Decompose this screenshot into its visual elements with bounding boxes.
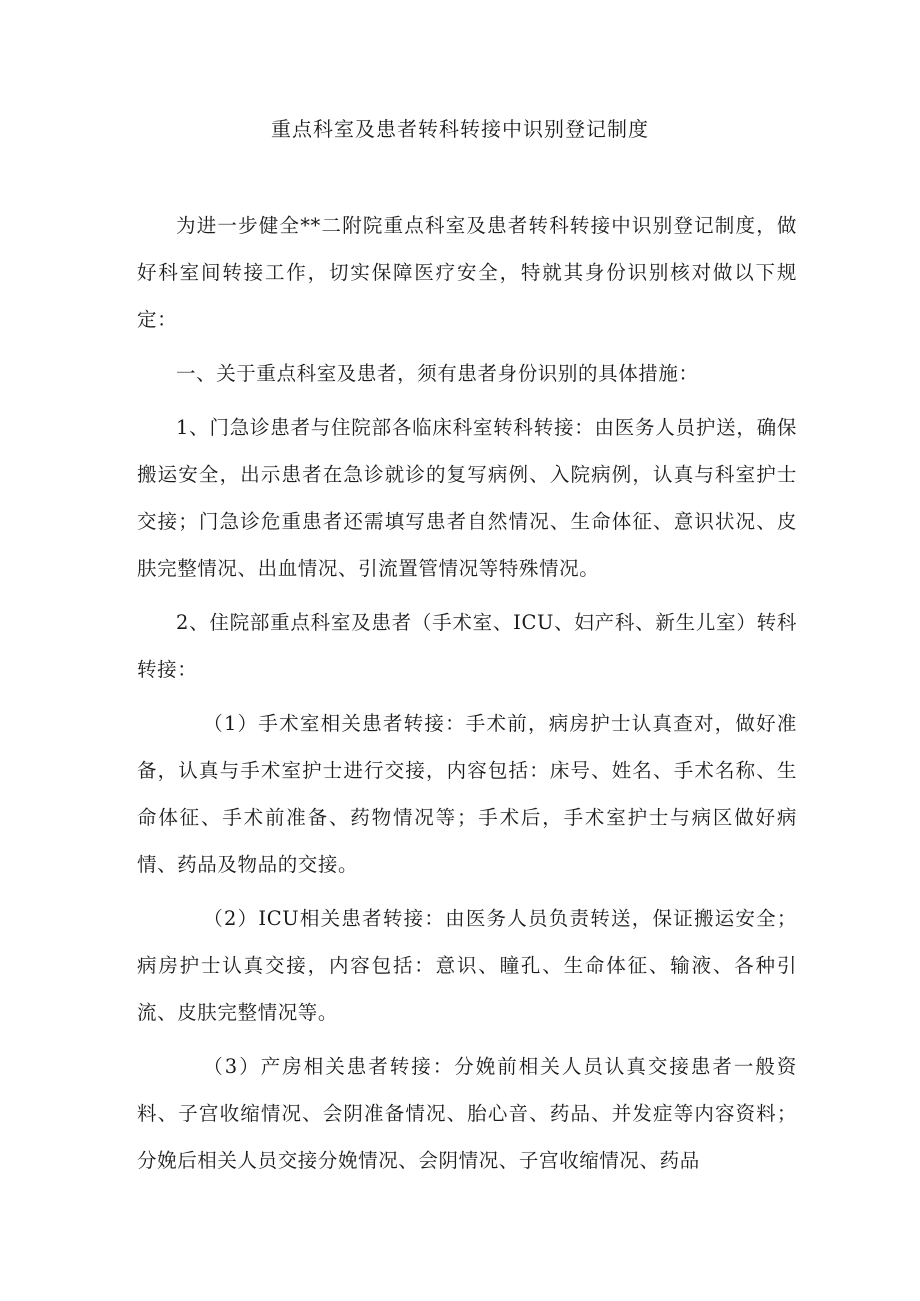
paragraph-section-1: 一、关于重点科室及患者，须有患者身份识别的具体措施： [176, 362, 699, 385]
document-body [137, 202, 797, 1191]
paragraph-subitem-2: （2）ICU相关患者转接：由医务人员负责转送，保证搬运安全；病房护士认真交接，内容包括：意识、瞳孔、生命体征、输液、各种引流、皮肤完整情况等。 [137, 907, 797, 1024]
paragraph-subitem-3: （3）产房相关患者转接：分娩前相关人员认真交接患者一般资料、子宫收缩情况、会阴准备情况、胎心音、药品、并发症等内容资料；分娩后相关人员交接分娩情况、会阴情况、子宫收缩情况、药品 [137, 1055, 797, 1172]
paragraph-item-1: 1、门急诊患者与住院部各临床科室转科转接：由医务人员护送，确保搬运安全，出示患者在急诊就诊的复写病例、入院病例，认真与科室护士交接；门急诊危重患者还需填写患者自然情况、生命体征、意识状况、皮肤完整情况、出血情况、引流置管情况等特殊情况。 [137, 416, 797, 580]
document-title: 重点科室及患者转科转接中识别登记制度 [271, 117, 649, 141]
paragraph-item-2: 2、住院部重点科室及患者（手术室、ICU、妇产科、新生儿室）转科转接： [137, 611, 797, 681]
paragraph-intro: 为进一步健全**二附院重点科室及患者转科转接中识别登记制度，做好科室间转接工作，切实保障医疗安全，特就其身份识别核对做以下规定： [137, 214, 797, 331]
paragraph-subitem-1: （1）手术室相关患者转接：手术前，病房护士认真查对，做好准备，认真与手术室护士进行交接，内容包括：床号、姓名、手术名称、生命体征、手术前准备、药物情况等；手术后，手术室护士与病区做好病情、药品及物品的交接。 [137, 712, 797, 876]
